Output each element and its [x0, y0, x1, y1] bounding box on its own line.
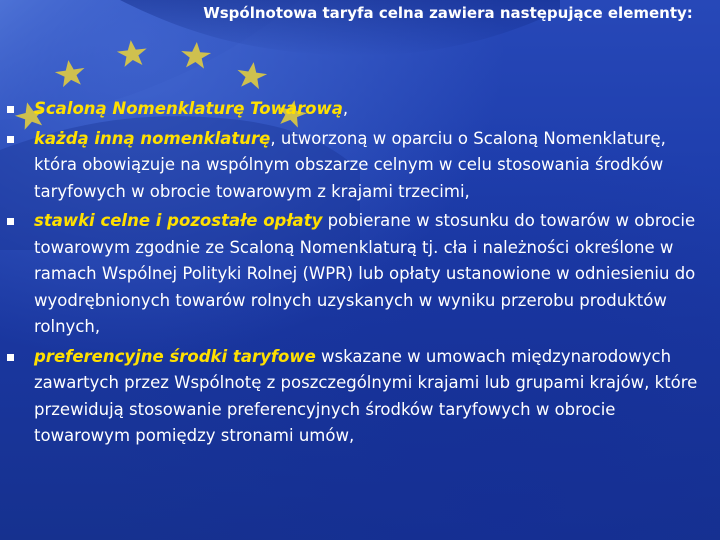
list-item [0, 344, 720, 450]
square-bullet-icon [7, 354, 14, 361]
square-bullet-icon [7, 218, 14, 225]
list-item [0, 96, 720, 123]
square-bullet-icon [7, 106, 14, 113]
item-highlight: każdą inną nomenklaturę [34, 128, 271, 148]
list-item [0, 208, 720, 341]
square-bullet-icon [7, 136, 14, 143]
star-icon [235, 60, 268, 90]
item-highlight: stawki celne i pozostałe opłaty [34, 211, 323, 230]
list-item [0, 126, 720, 206]
bullet-list [0, 96, 720, 453]
item-text: , [342, 99, 349, 118]
item-highlight: Scaloną Nomenklaturę Towarową [34, 99, 343, 118]
item-highlight: preferencyjne środki taryfowe [34, 346, 316, 366]
slide-title: Wspólnotowa taryfa celna zawiera następujące elementy: [203, 4, 693, 22]
item-text: , utworzoną w oparciu o Scaloną Nomenklaturę, która obowiązuje na wspólnym obszarze celnym w celu stosowania środków taryfowych w obrocie towarowym z krajami trzecimi, [34, 128, 666, 201]
item-text: wskazane w umowach międzynarodowych zawartych przez Wspólnotę z poszczególnymi krajami lub grupami krajów, które przewidują stosowanie preferencyjnych środków taryfowych w obrocie towarowym pomiędzy stronami umów, [34, 346, 698, 445]
item-text: pobierane w stosunku do towarów w obrocie towarowym zgodnie ze Scaloną Nomenklaturą tj. cła i należności określone w ramach Wspólnej Polityki Rolnej (WPR) lub opłaty ustanowione w odniesieniu do wyodrębnionych towarów rolnych uzyskanych w wyniku przerobu produktów rolnych, [34, 211, 696, 336]
